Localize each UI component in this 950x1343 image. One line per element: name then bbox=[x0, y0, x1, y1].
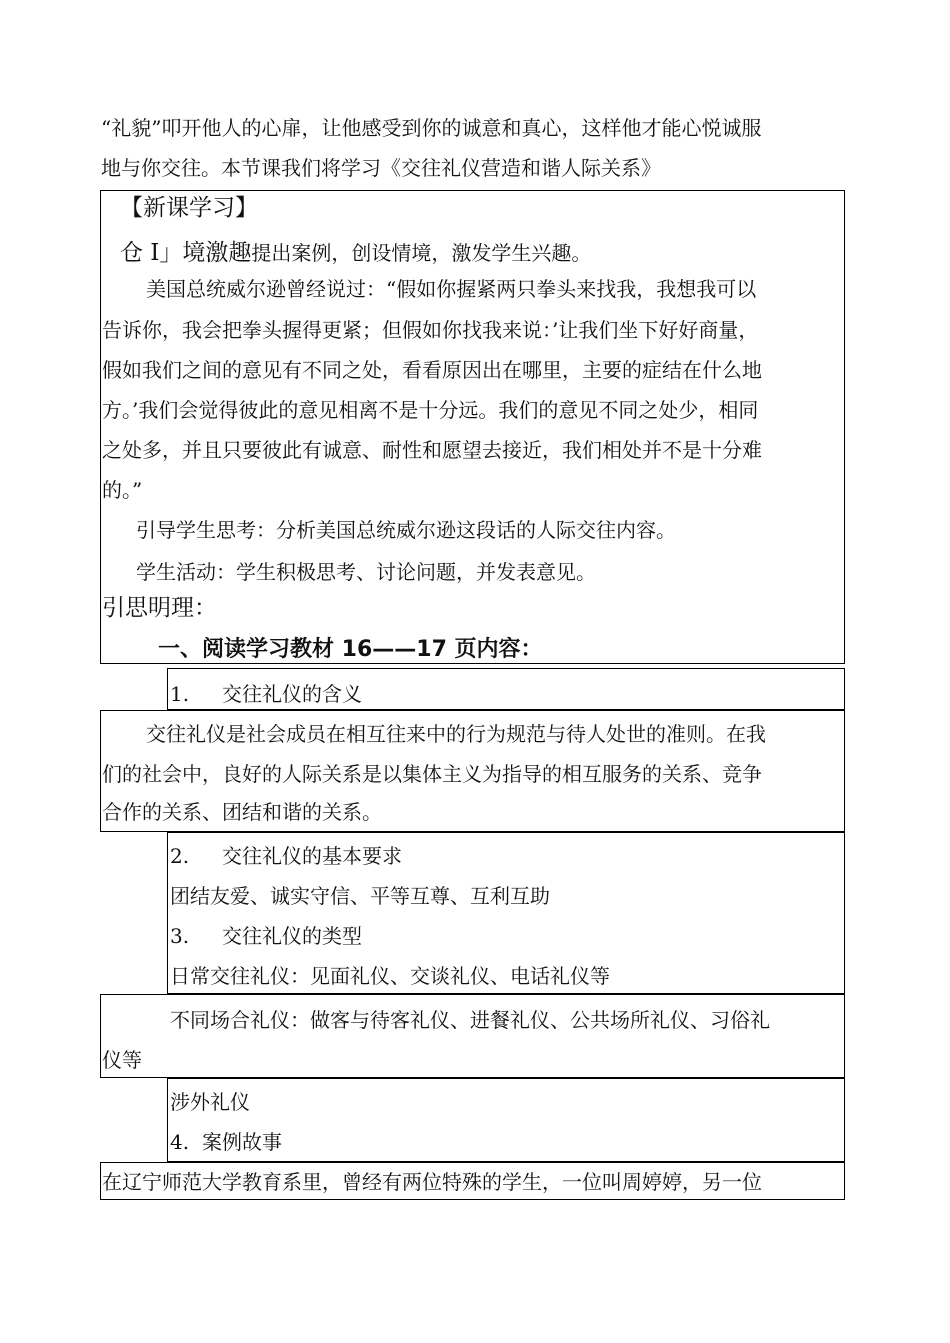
quote-line: 方。’我们会觉得彼此的意见相离不是十分远。我们的意见不同之处少，相同 bbox=[102, 398, 759, 422]
reflect-heading: 引思明理： bbox=[102, 595, 217, 621]
item-4-label: 案例故事 bbox=[202, 1130, 282, 1154]
intro-line-2: 地与你交往。本节课我们将学习《交往礼仪营造和谐人际关系》 bbox=[101, 156, 661, 180]
occasion-box bbox=[100, 994, 845, 1078]
item-4-number: 4. bbox=[170, 1130, 190, 1154]
quote-line: 之处多，并且只要彼此有诚意、耐性和愿望去接近，我们相处并不是十分难 bbox=[102, 438, 762, 462]
item-3-content: 日常交往礼仪：见面礼仪、交谈礼仪、电话礼仪等 bbox=[170, 964, 610, 988]
section-title: 【新课学习】 bbox=[120, 195, 258, 221]
meaning-line: 合作的关系、团结和谐的关系。 bbox=[102, 800, 382, 824]
guide-text: 引导学生思考：分析美国总统威尔逊这段话的人际交往内容。 bbox=[136, 518, 676, 542]
foreign-etiquette: 涉外礼仪 bbox=[170, 1090, 250, 1114]
meaning-line: 交往礼仪是社会成员在相互往来中的行为规范与待人处世的准则。在我 bbox=[146, 722, 766, 746]
item-3-number: 3. bbox=[170, 924, 190, 948]
activity-text: 学生活动：学生积极思考、讨论问题，并发表意见。 bbox=[136, 560, 596, 584]
item-2-content: 团结友爱、诚实守信、平等互尊、互利互助 bbox=[170, 884, 550, 908]
story-line: 在辽宁师范大学教育系里，曾经有两位特殊的学生，一位叫周婷婷，另一位 bbox=[102, 1170, 762, 1194]
occasion-line: 仪等 bbox=[102, 1048, 142, 1072]
meaning-line: 们的社会中，良好的人际关系是以集体主义为指导的相互服务的关系、竞争 bbox=[102, 762, 762, 786]
item-2-label: 交往礼仪的基本要求 bbox=[222, 844, 402, 868]
quote-line: 的。” bbox=[102, 478, 143, 502]
item-1-label: 交往礼仪的含义 bbox=[222, 682, 362, 706]
section-subtitle-rest: 提出案例，创设情境，激发学生兴趣。 bbox=[251, 241, 592, 265]
occasion-line: 不同场合礼仪：做客与待客礼仪、进餐礼仪、公共场所礼仪、习俗礼 bbox=[170, 1008, 770, 1032]
intro-line-1: “礼貌”叩开他人的心扉，让他感受到你的诚意和真心，这样他才能心悦诚服 bbox=[101, 116, 762, 140]
quote-line: 告诉你，我会把拳头握得更紧；但假如你找我来说：’让我们坐下好好商量， bbox=[102, 318, 759, 342]
item-3-label: 交往礼仪的类型 bbox=[222, 924, 362, 948]
section-subtitle-glyphs: 仓 I」境激趣 bbox=[120, 240, 252, 266]
section-subtitle bbox=[120, 234, 591, 267]
quote-line: 美国总统威尔逊曾经说过：“假如你握紧两只拳头来找我，我想我可以 bbox=[146, 277, 757, 301]
item-1-number: 1. bbox=[170, 682, 190, 706]
item-2-number: 2. bbox=[170, 844, 190, 868]
reading-heading: 一、阅读学习教材 16——17 页内容： bbox=[158, 637, 543, 662]
quote-line: 假如我们之间的意见有不同之处，看看原因出在哪里，主要的症结在什么地 bbox=[102, 358, 762, 382]
